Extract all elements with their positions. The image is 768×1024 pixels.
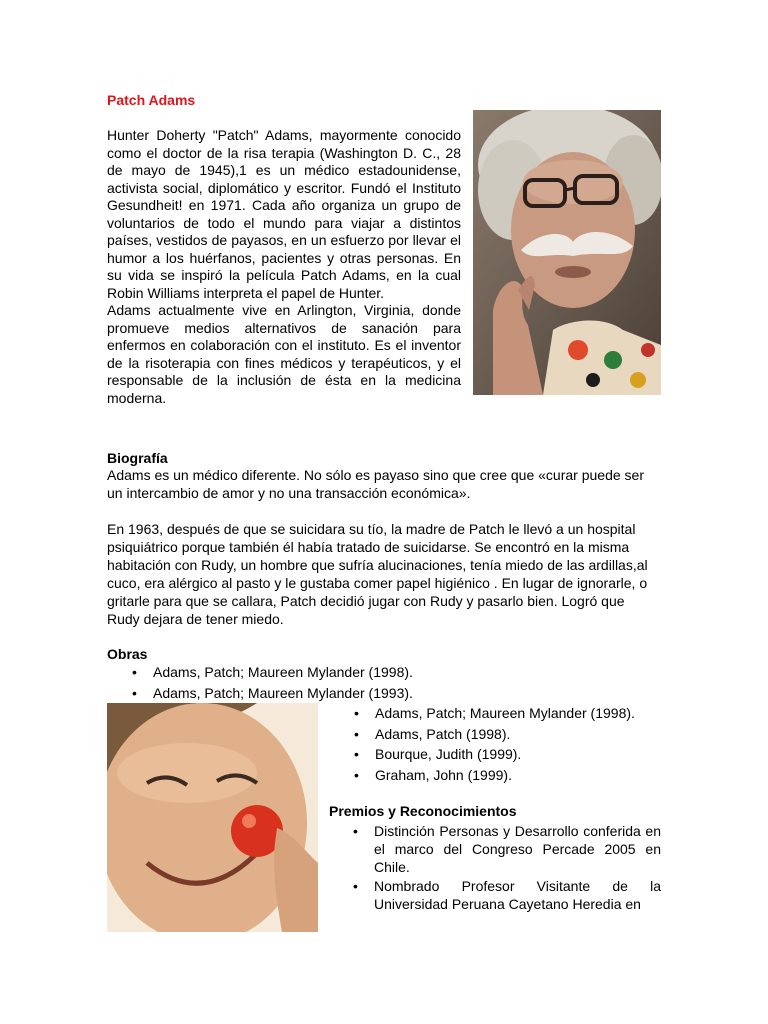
obras-heading: Obras bbox=[107, 646, 148, 662]
biografia-paragraph-2: En 1963, después de que se suicidara su tío, la madre de Patch le llevó a un hospital psiquiátrico porque también él había tratado de suicidarse. Se encontró en la misma habitación con Rudy, un hombre que sufría alucinaciones, tenía miedo de las ardillas,al cuco, era alérgico al pasto y le gustaba comer papel higiénico . En lugar de ignorarle, o gritarle para que se callara, Patch decidió jugar con Rudy y pasarlo bien. Logró que Rudy dejara de tener miedo. bbox=[107, 521, 648, 627]
list-item: • Adams, Patch; Maureen Mylander (1993). bbox=[130, 683, 460, 704]
intro-paragraph-2: Adams actualmente vive en Arlington, Virginia, donde promueve medios alternativos de sanación para enfermos en colaboración con el instituto. Es el inventor de la risoterapia con fines médicos y terapéuticos, y el responsable de la inclusión de ésta en la medicina moderna. bbox=[107, 302, 461, 406]
premios-list bbox=[328, 822, 661, 914]
patch-adams-photo bbox=[473, 110, 661, 395]
clown-nose-portrait bbox=[107, 703, 318, 932]
list-item: • Graham, John (1999). bbox=[352, 765, 662, 786]
obras-list-right bbox=[352, 703, 662, 785]
list-item: • Distinción Personas y Desarrollo conferida en el marco del Congreso Percade 2005 en Chile. bbox=[328, 822, 661, 876]
biografia-text-2 bbox=[107, 520, 660, 628]
biografia-heading: Biografía bbox=[107, 450, 168, 466]
robin-williams-photo bbox=[107, 703, 318, 932]
list-item: • Bourque, Judith (1999). bbox=[352, 744, 662, 765]
page-title: Patch Adams bbox=[107, 92, 196, 108]
intro-paragraph-1: Hunter Doherty "Patch" Adams, mayormente conocido como el doctor de la risa terapia (Washington D. C., 28 de mayo de 1945),1 es un médico estadounidense, activista social, diplomático y escritor. Fundó el Instituto Gesundheit! en 1971. Cada año organiza un grupo de voluntarios de todo el mundo para viajar a distintos países, vestidos de payasos, en un esfuerzo por llevar el humor a los huérfanos, pacientes y otras personas. En su vida se inspiró la película Patch Adams, en la cual Robin Williams interpreta el papel de Hunter. bbox=[107, 127, 461, 301]
obras-list-left bbox=[130, 662, 460, 703]
biografia-text bbox=[107, 466, 660, 502]
list-item: • Adams, Patch; Maureen Mylander (1998). bbox=[352, 703, 662, 724]
patch-adams-portrait bbox=[473, 110, 661, 395]
list-item: • Adams, Patch (1998). bbox=[352, 724, 662, 745]
premios-heading: Premios y Reconocimientos bbox=[329, 803, 517, 819]
intro-text bbox=[107, 127, 461, 407]
list-item: • Adams, Patch; Maureen Mylander (1998). bbox=[130, 662, 460, 683]
biografia-paragraph-1: Adams es un médico diferente. No sólo es payaso sino que cree que «curar puede ser un intercambio de amor y no una transacción económica». bbox=[107, 467, 644, 501]
list-item: • Nombrado Profesor Visitante de la Universidad Peruana Cayetano Heredia en bbox=[328, 877, 661, 913]
